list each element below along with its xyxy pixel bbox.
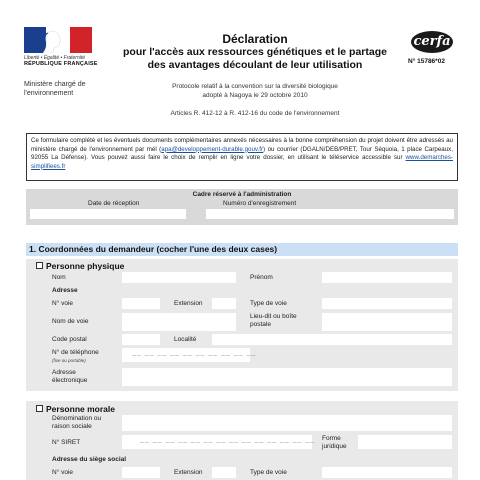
address-heading: Adresse [52,287,78,294]
title-sub-line-1: pour l'accès aux ressources génétiques et le partage [123,46,387,58]
email-label-line-1: Adresse [52,369,76,376]
legal-entity-option[interactable] [36,404,115,414]
legal-entity-checkbox[interactable] [36,405,43,412]
legal-form-field[interactable] [358,435,452,449]
french-flag-icon [24,27,92,53]
city-field[interactable] [212,334,452,345]
section-1-header [26,243,458,256]
title-sub-line-2: des avantages découlant de leur utilisation [147,59,363,71]
company-name-label-line-2: raison sociale [52,423,92,430]
phone-mask: __ __ __ __ __ __ __ __ __ __ [132,349,257,356]
registration-number-field[interactable] [206,209,454,219]
republic-motto: Liberté • Égalité • Fraternité [24,55,86,61]
form-title [110,32,400,72]
last-name-label: Nom [52,274,66,281]
office-extension-label: Extension [174,469,203,476]
natural-person-panel [26,259,458,391]
company-name-label [52,415,101,431]
instructions-text-1: Ce formulaire complété et les éventuels documents complémentaires annexés nécessaires à la bonne compréhension du projet doivent être adressés au ministère chargé de l'environnement par mél ( [31,137,453,153]
extension-field[interactable] [212,298,236,309]
email-field[interactable] [122,368,452,386]
email-label-line-2: électronique [52,377,88,384]
city-label: Localité [174,336,197,343]
instructions-text-2: ) ou courrier (DGALN/DEB/PRET, Tour Séquoia, 1 place Carpeaux, 92055 La Défense). [31,145,453,162]
marianne-logo [24,27,104,67]
postal-code-field[interactable] [122,334,160,345]
office-street-type-label: Type de voie [250,469,287,476]
locality-box-label [250,313,297,329]
republic-name: RÉPUBLIQUE FRANÇAISE [24,61,98,67]
instructions-box [26,133,458,181]
last-name-field[interactable] [122,272,236,283]
street-name-label: Nom de voie [52,318,89,325]
cerfa-logo [410,30,454,54]
legal-form-label [322,435,347,451]
street-name-field[interactable] [122,313,236,331]
natural-person-label: Personne physique [46,261,125,271]
locality-box-field[interactable] [322,313,452,331]
siret-label: N° SIRET [52,439,81,446]
title-main: Déclaration [222,32,288,46]
reception-date-label: Date de réception [88,200,140,207]
protocol-line-1: Protocole relatif à la convention sur la diversité biologique [172,83,338,90]
legal-form-label-line-2: juridique [322,443,347,450]
extension-label: Extension [174,300,203,307]
registration-number-label: Numéro d'enregistrement [223,200,297,207]
protocol-text [120,82,390,100]
legal-entity-panel [26,401,458,480]
first-name-label: Prénom [250,274,273,281]
phone-hint: (fixe ou portable) [52,358,86,363]
phone-label-text: N° de téléphone [52,349,99,356]
siret-field[interactable] [122,435,316,449]
head-office-heading: Adresse du siège social [52,456,127,463]
website-link[interactable]: www.demarches-simplifiees.fr [31,154,453,170]
legal-entity-label: Personne morale [46,404,115,414]
company-name-label-line-1: Dénomination ou [52,415,102,422]
legal-form-label-line-1: Forme [322,435,341,442]
locality-box-label-line-2: postale [250,321,271,328]
street-type-field[interactable] [322,298,452,309]
ministry-name: Ministère chargé de l'environnement [24,81,86,97]
office-street-number-label: N° voie [52,469,74,476]
natural-person-checkbox[interactable] [36,262,43,269]
postal-code-label: Code postal [52,336,87,343]
articles-text: Articles R. 412-12 à R. 412-16 du code de l'environnement [170,110,340,117]
office-street-number-field[interactable] [122,467,160,478]
email-label [52,369,87,385]
office-extension-field[interactable] [212,467,236,478]
natural-person-option[interactable] [36,261,124,271]
office-street-type-field[interactable] [322,467,452,478]
instructions-text-3: Vous pouvez aussi faire le choix de remplir en ligne votre dossier, en utilisant le téléservice accessible sur [91,154,406,162]
cerfa-logo-text: cerfa [413,34,451,49]
admin-title: Cadre réservé à l'administration [192,191,292,198]
reception-date-field[interactable] [30,209,186,219]
locality-box-label-line-1: Lieu-dit ou boîte [250,313,297,320]
street-number-field[interactable] [122,298,160,309]
email-link[interactable]: apa@developpement-durable.gouv.fr [161,145,264,153]
cerfa-number: N° 15786*02 [408,58,445,65]
street-type-label: Type de voie [250,300,287,307]
company-name-field[interactable] [122,415,452,431]
phone-label [52,349,99,365]
siret-mask: __ __ __ __ __ __ __ __ __ __ __ __ __ __ [140,436,316,443]
protocol-line-2: adopté à Nagoya le 29 octobre 2010 [202,92,308,99]
first-name-field[interactable] [322,272,452,283]
admin-reserved-box [26,189,458,225]
phone-field[interactable] [122,348,257,362]
street-number-label: N° voie [52,300,74,307]
section-1-title: 1. Coordonnées du demandeur (cocher l'une des deux cases) [29,244,278,254]
marianne-profile-icon [38,29,68,53]
